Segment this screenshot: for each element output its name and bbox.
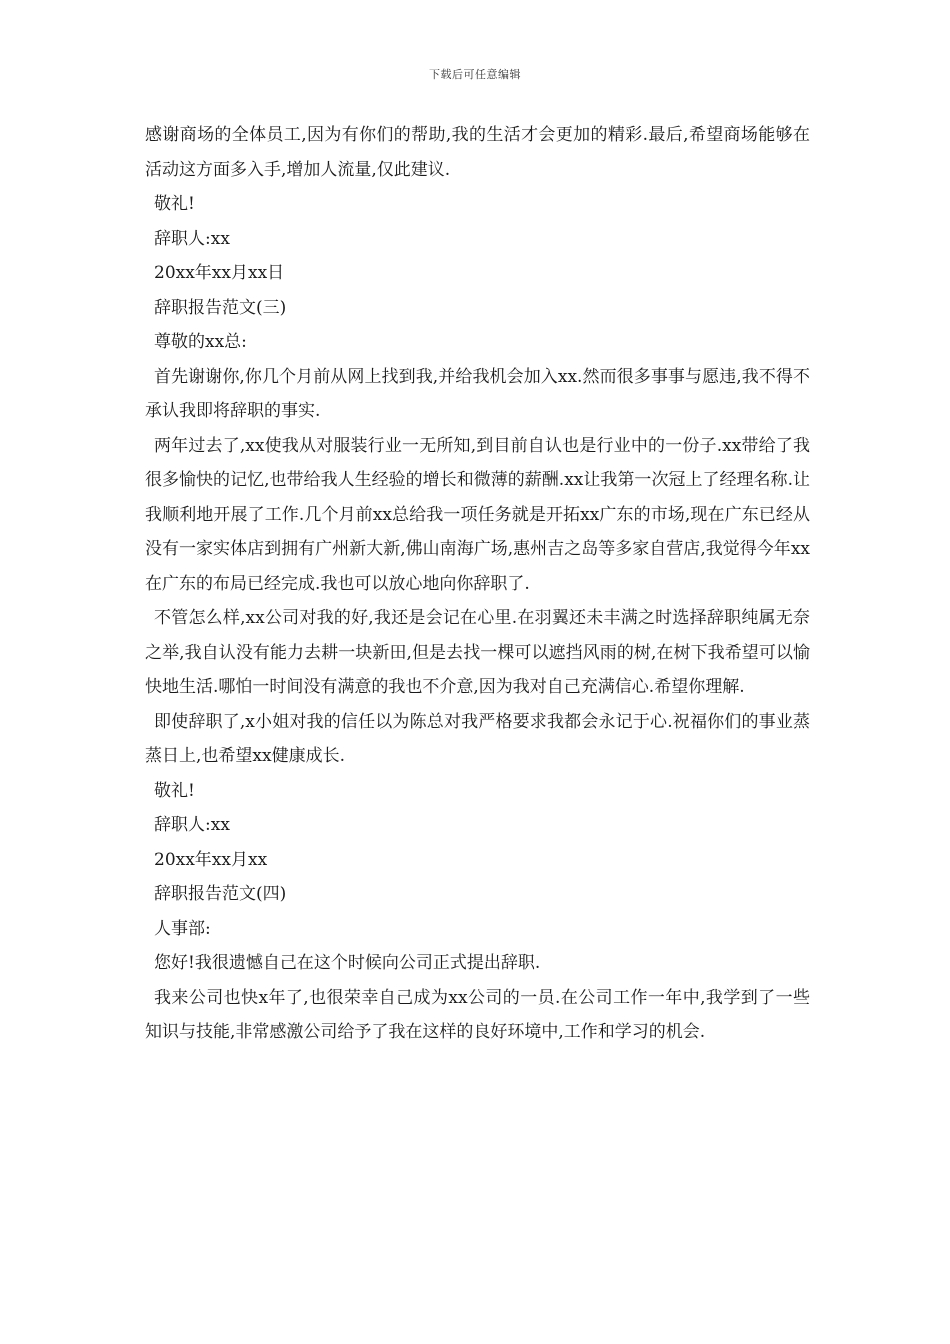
- paragraph-signature: 辞职人:xx: [154, 815, 230, 835]
- section-heading: 辞职报告范文(四): [154, 884, 287, 904]
- paragraph-body: 首先谢谢你,你几个月前从网上找到我,并给我机会加入xx.然而很多事事与愿违,我不得不承认我即将辞职的事实.: [145, 366, 810, 421]
- paragraph-body: 我来公司也快x年了,也很荣幸自己成为xx公司的一员.在公司工作一年中,我学到了一些知识与技能,非常感激公司给予了我在这样的良好环境中,工作和学习的机会.: [145, 987, 810, 1042]
- page-header: 下载后可任意编辑: [429, 68, 521, 81]
- document-body: [145, 118, 810, 1050]
- paragraph-body: 两年过去了,xx使我从对服装行业一无所知,到目前自认也是行业中的一份子.xx带给了我很多愉快的记忆,也带给我人生经验的增长和微薄的薪酬.xx让我第一次冠上了经理名称.让我顺利地开展了工作.几个月前xx总给我一项任务就是开拓xx广东的市场,现在广东已经从没有一家实体店到拥有广州新大新,佛山南海广场,惠州吉之岛等多家自营店,我觉得今年xx在广东的布局已经完成.我也可以放心地向你辞职了.: [145, 435, 810, 594]
- paragraph-date: 20xx年xx月xx: [154, 849, 268, 870]
- paragraph-body: 您好!我很遗憾自己在这个时候向公司正式提出辞职.: [154, 953, 541, 973]
- section-heading: 辞职报告范文(三): [154, 297, 287, 318]
- paragraph-signature: 辞职人:xx: [154, 228, 230, 249]
- paragraph-salutation: 敬礼!: [154, 780, 195, 801]
- paragraph-body: 即使辞职了,x小姐对我的信任以为陈总对我严格要求我都会永记于心.祝福你们的事业蒸蒸日上,也希望xx健康成长.: [145, 711, 810, 766]
- paragraph-greeting: 尊敬的xx总:: [154, 332, 247, 352]
- paragraph-salutation: 敬礼!: [154, 194, 195, 214]
- paragraph-body: 不管怎么样,xx公司对我的好,我还是会记在心里.在羽翼还未丰满之时选择辞职纯属无奈之举,我自认没有能力去耕一块新田,但是去找一棵可以遮挡风雨的树,在树下我希望可以愉快地生活.哪怕一时间没有满意的我也不介意,因为我对自己充满信心.希望你理解.: [145, 608, 810, 697]
- paragraph-greeting: 人事部:: [154, 918, 211, 939]
- paragraph-date: 20xx年xx月xx日: [154, 263, 285, 283]
- paragraph-closing-thanks: 感谢商场的全体员工,因为有你们的帮助,我的生活才会更加的精彩.最后,希望商场能够在活动这方面多入手,增加人流量,仅此建议.: [145, 125, 810, 180]
